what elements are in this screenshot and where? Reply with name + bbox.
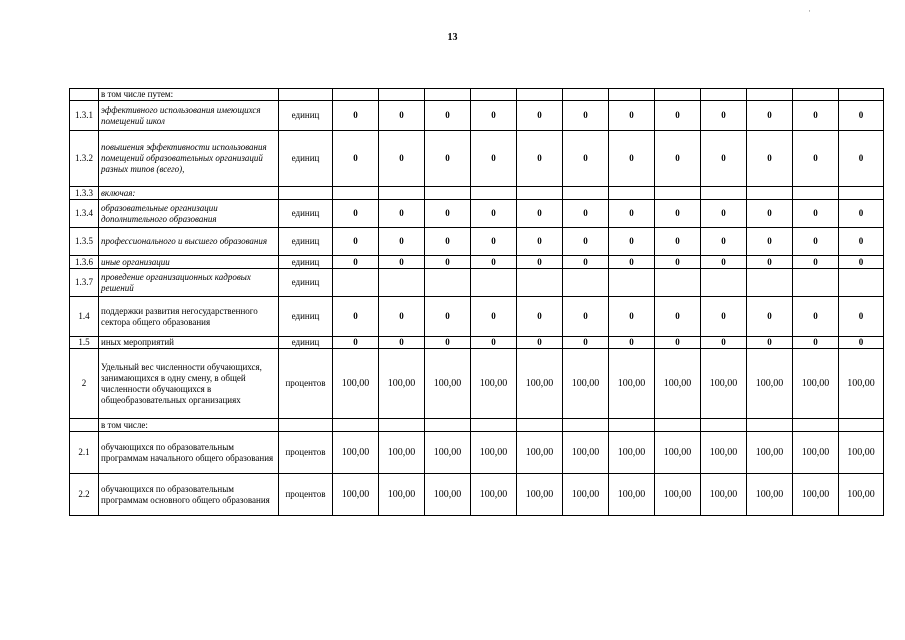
table-row <box>70 432 884 474</box>
row-unit <box>279 187 333 200</box>
value-cell <box>425 187 471 200</box>
value-cell: 0 <box>563 256 609 269</box>
value-cell <box>701 89 747 101</box>
value-cell: 0 <box>563 131 609 187</box>
value-cell: 0 <box>563 200 609 228</box>
value-cell <box>563 419 609 432</box>
value-cell: 0 <box>655 297 701 337</box>
row-description: образовательные организации дополнительного образования <box>99 200 279 228</box>
value-cell <box>655 89 701 101</box>
value-cell: 100,00 <box>517 432 563 474</box>
value-cell: 0 <box>333 256 379 269</box>
value-cell <box>839 89 884 101</box>
value-cell <box>701 269 747 297</box>
value-cell: 0 <box>655 131 701 187</box>
value-cell: 100,00 <box>563 349 609 419</box>
table-row <box>70 269 884 297</box>
row-unit: единиц <box>279 297 333 337</box>
value-cell: 0 <box>425 101 471 131</box>
row-unit <box>279 89 333 101</box>
value-cell <box>655 419 701 432</box>
value-cell: 0 <box>609 200 655 228</box>
value-cell: 0 <box>517 200 563 228</box>
row-unit: единиц <box>279 101 333 131</box>
value-cell: 0 <box>839 101 884 131</box>
value-cell: 0 <box>333 228 379 256</box>
value-cell: 0 <box>701 200 747 228</box>
value-cell: 0 <box>379 256 425 269</box>
value-cell: 0 <box>747 131 793 187</box>
value-cell: 0 <box>563 297 609 337</box>
value-cell: 0 <box>517 131 563 187</box>
value-cell: 0 <box>793 101 839 131</box>
value-cell <box>563 187 609 200</box>
value-cell <box>839 269 884 297</box>
value-cell: 0 <box>517 337 563 349</box>
value-cell: 0 <box>747 297 793 337</box>
value-cell: 0 <box>425 131 471 187</box>
value-cell <box>425 269 471 297</box>
value-cell: 0 <box>701 101 747 131</box>
value-cell: 0 <box>793 256 839 269</box>
value-cell: 100,00 <box>701 349 747 419</box>
row-number: 1.3.7 <box>70 269 99 297</box>
row-unit <box>279 419 333 432</box>
row-number: 1.4 <box>70 297 99 337</box>
value-cell: 0 <box>609 131 655 187</box>
value-cell: 100,00 <box>471 349 517 419</box>
value-cell <box>655 269 701 297</box>
value-cell: 100,00 <box>839 474 884 516</box>
value-cell <box>425 419 471 432</box>
value-cell: 0 <box>425 256 471 269</box>
value-cell: 0 <box>839 228 884 256</box>
value-cell <box>379 269 425 297</box>
value-cell <box>747 419 793 432</box>
value-cell: 100,00 <box>793 349 839 419</box>
value-cell: 100,00 <box>609 474 655 516</box>
scan-mark: · <box>808 6 811 16</box>
value-cell: 0 <box>517 297 563 337</box>
value-cell: 100,00 <box>379 432 425 474</box>
value-cell: 0 <box>379 200 425 228</box>
table-row <box>70 474 884 516</box>
value-cell: 0 <box>609 228 655 256</box>
value-cell <box>425 89 471 101</box>
value-cell <box>609 89 655 101</box>
value-cell <box>517 89 563 101</box>
row-number: 1.3.2 <box>70 131 99 187</box>
value-cell: 0 <box>333 297 379 337</box>
value-cell <box>609 269 655 297</box>
value-cell: 0 <box>609 337 655 349</box>
row-unit: единиц <box>279 256 333 269</box>
value-cell: 100,00 <box>333 474 379 516</box>
value-cell: 0 <box>747 101 793 131</box>
value-cell: 0 <box>701 131 747 187</box>
value-cell: 100,00 <box>701 474 747 516</box>
value-cell <box>747 269 793 297</box>
value-cell: 0 <box>839 297 884 337</box>
value-cell: 0 <box>333 131 379 187</box>
value-cell: 100,00 <box>425 474 471 516</box>
value-cell: 0 <box>471 131 517 187</box>
value-cell: 0 <box>379 297 425 337</box>
value-cell: 0 <box>425 228 471 256</box>
value-cell: 100,00 <box>333 432 379 474</box>
value-cell <box>793 89 839 101</box>
value-cell: 0 <box>563 337 609 349</box>
table-row <box>70 349 884 419</box>
row-number: 2 <box>70 349 99 419</box>
value-cell: 100,00 <box>425 432 471 474</box>
value-cell: 0 <box>425 297 471 337</box>
value-cell: 100,00 <box>379 474 425 516</box>
value-cell: 0 <box>471 297 517 337</box>
value-cell <box>793 269 839 297</box>
value-cell: 0 <box>793 200 839 228</box>
table-row <box>70 419 884 432</box>
value-cell <box>793 187 839 200</box>
value-cell: 0 <box>839 200 884 228</box>
row-number: 1.3.4 <box>70 200 99 228</box>
value-cell <box>609 187 655 200</box>
row-description: иных мероприятий <box>99 337 279 349</box>
value-cell <box>517 187 563 200</box>
value-cell: 100,00 <box>747 432 793 474</box>
value-cell: 0 <box>379 131 425 187</box>
value-cell <box>793 419 839 432</box>
value-cell: 0 <box>333 337 379 349</box>
row-number: 2.1 <box>70 432 99 474</box>
value-cell: 0 <box>379 337 425 349</box>
value-cell: 100,00 <box>609 349 655 419</box>
value-cell: 0 <box>793 297 839 337</box>
value-cell: 100,00 <box>609 432 655 474</box>
value-cell: 100,00 <box>701 432 747 474</box>
value-cell <box>379 89 425 101</box>
value-cell: 100,00 <box>563 432 609 474</box>
value-cell: 0 <box>839 337 884 349</box>
value-cell: 0 <box>747 256 793 269</box>
value-cell: 0 <box>793 228 839 256</box>
row-unit: единиц <box>279 200 333 228</box>
value-cell: 100,00 <box>563 474 609 516</box>
value-cell: 0 <box>471 256 517 269</box>
value-cell: 100,00 <box>379 349 425 419</box>
row-unit: единиц <box>279 131 333 187</box>
value-cell: 0 <box>517 101 563 131</box>
row-description: включая: <box>99 187 279 200</box>
value-cell: 0 <box>471 337 517 349</box>
value-cell: 100,00 <box>471 432 517 474</box>
row-number <box>70 89 99 101</box>
value-cell: 100,00 <box>839 349 884 419</box>
value-cell <box>379 187 425 200</box>
value-cell: 0 <box>609 101 655 131</box>
table-row <box>70 200 884 228</box>
row-description: поддержки развития негосударственного сектора общего образования <box>99 297 279 337</box>
value-cell: 0 <box>839 256 884 269</box>
value-cell: 100,00 <box>333 349 379 419</box>
table-row <box>70 89 884 101</box>
row-unit: единиц <box>279 337 333 349</box>
row-description: в том числе путем: <box>99 89 279 101</box>
value-cell <box>701 419 747 432</box>
value-cell: 0 <box>747 228 793 256</box>
value-cell: 0 <box>471 200 517 228</box>
value-cell <box>471 89 517 101</box>
row-number: 1.3.3 <box>70 187 99 200</box>
table-row <box>70 228 884 256</box>
row-description: проведение организационных кадровых решений <box>99 269 279 297</box>
value-cell: 0 <box>471 228 517 256</box>
value-cell: 0 <box>655 256 701 269</box>
value-cell: 0 <box>701 337 747 349</box>
value-cell: 0 <box>609 256 655 269</box>
value-cell: 100,00 <box>793 474 839 516</box>
value-cell: 100,00 <box>655 474 701 516</box>
value-cell <box>839 187 884 200</box>
row-number: 1.3.1 <box>70 101 99 131</box>
row-unit: единиц <box>279 228 333 256</box>
row-number: 1.3.5 <box>70 228 99 256</box>
row-unit: единиц <box>279 269 333 297</box>
row-number: 1.3.6 <box>70 256 99 269</box>
row-description: обучающихся по образовательным программам начального общего образования <box>99 432 279 474</box>
table-row <box>70 187 884 200</box>
value-cell <box>333 89 379 101</box>
value-cell: 100,00 <box>747 474 793 516</box>
row-unit: процентов <box>279 349 333 419</box>
row-description: эффективного использования имеющихся помещений школ <box>99 101 279 131</box>
value-cell: 100,00 <box>655 349 701 419</box>
row-description: обучающихся по образовательным программам основного общего образования <box>99 474 279 516</box>
value-cell: 0 <box>839 131 884 187</box>
value-cell <box>333 187 379 200</box>
table-row <box>70 101 884 131</box>
value-cell: 0 <box>701 228 747 256</box>
value-cell <box>471 187 517 200</box>
value-cell: 0 <box>517 228 563 256</box>
value-cell <box>655 187 701 200</box>
value-cell: 0 <box>747 337 793 349</box>
value-cell: 0 <box>563 228 609 256</box>
value-cell: 0 <box>425 337 471 349</box>
row-number: 1.5 <box>70 337 99 349</box>
value-cell <box>333 269 379 297</box>
value-cell: 0 <box>793 131 839 187</box>
value-cell: 100,00 <box>839 432 884 474</box>
value-cell: 0 <box>563 101 609 131</box>
value-cell: 0 <box>333 101 379 131</box>
value-cell <box>747 89 793 101</box>
table-row <box>70 337 884 349</box>
value-cell <box>333 419 379 432</box>
value-cell: 0 <box>747 200 793 228</box>
value-cell: 0 <box>655 200 701 228</box>
value-cell: 100,00 <box>793 432 839 474</box>
value-cell <box>379 419 425 432</box>
value-cell: 100,00 <box>471 474 517 516</box>
row-number <box>70 419 99 432</box>
value-cell: 0 <box>333 200 379 228</box>
value-cell: 100,00 <box>517 349 563 419</box>
value-cell: 100,00 <box>747 349 793 419</box>
value-cell: 0 <box>517 256 563 269</box>
value-cell: 0 <box>655 101 701 131</box>
row-description: профессионального и высшего образования <box>99 228 279 256</box>
value-cell: 0 <box>701 297 747 337</box>
indicator-table <box>69 88 884 516</box>
table-row <box>70 131 884 187</box>
value-cell: 0 <box>655 337 701 349</box>
value-cell: 100,00 <box>425 349 471 419</box>
value-cell <box>839 419 884 432</box>
row-unit: процентов <box>279 432 333 474</box>
value-cell: 0 <box>379 101 425 131</box>
page-number: 13 <box>447 32 458 43</box>
row-description: повышения эффективности использования помещений образовательных организаций разных типов (всего), <box>99 131 279 187</box>
value-cell: 0 <box>379 228 425 256</box>
value-cell: 100,00 <box>517 474 563 516</box>
value-cell <box>747 187 793 200</box>
value-cell <box>471 269 517 297</box>
value-cell <box>609 419 655 432</box>
value-cell: 0 <box>471 101 517 131</box>
value-cell <box>517 269 563 297</box>
value-cell: 0 <box>609 297 655 337</box>
table-row <box>70 256 884 269</box>
value-cell <box>471 419 517 432</box>
table-row <box>70 297 884 337</box>
row-description: в том числе: <box>99 419 279 432</box>
value-cell: 0 <box>425 200 471 228</box>
value-cell: 0 <box>701 256 747 269</box>
value-cell: 0 <box>655 228 701 256</box>
value-cell: 0 <box>793 337 839 349</box>
value-cell <box>701 187 747 200</box>
row-description: Удельный вес численности обучающихся, занимающихся в одну смену, в общей численности обучающихся в общеобразовательных организациях <box>99 349 279 419</box>
row-description: иные организации <box>99 256 279 269</box>
row-number: 2.2 <box>70 474 99 516</box>
value-cell: 100,00 <box>655 432 701 474</box>
value-cell <box>563 269 609 297</box>
value-cell <box>517 419 563 432</box>
value-cell <box>563 89 609 101</box>
row-unit: процентов <box>279 474 333 516</box>
